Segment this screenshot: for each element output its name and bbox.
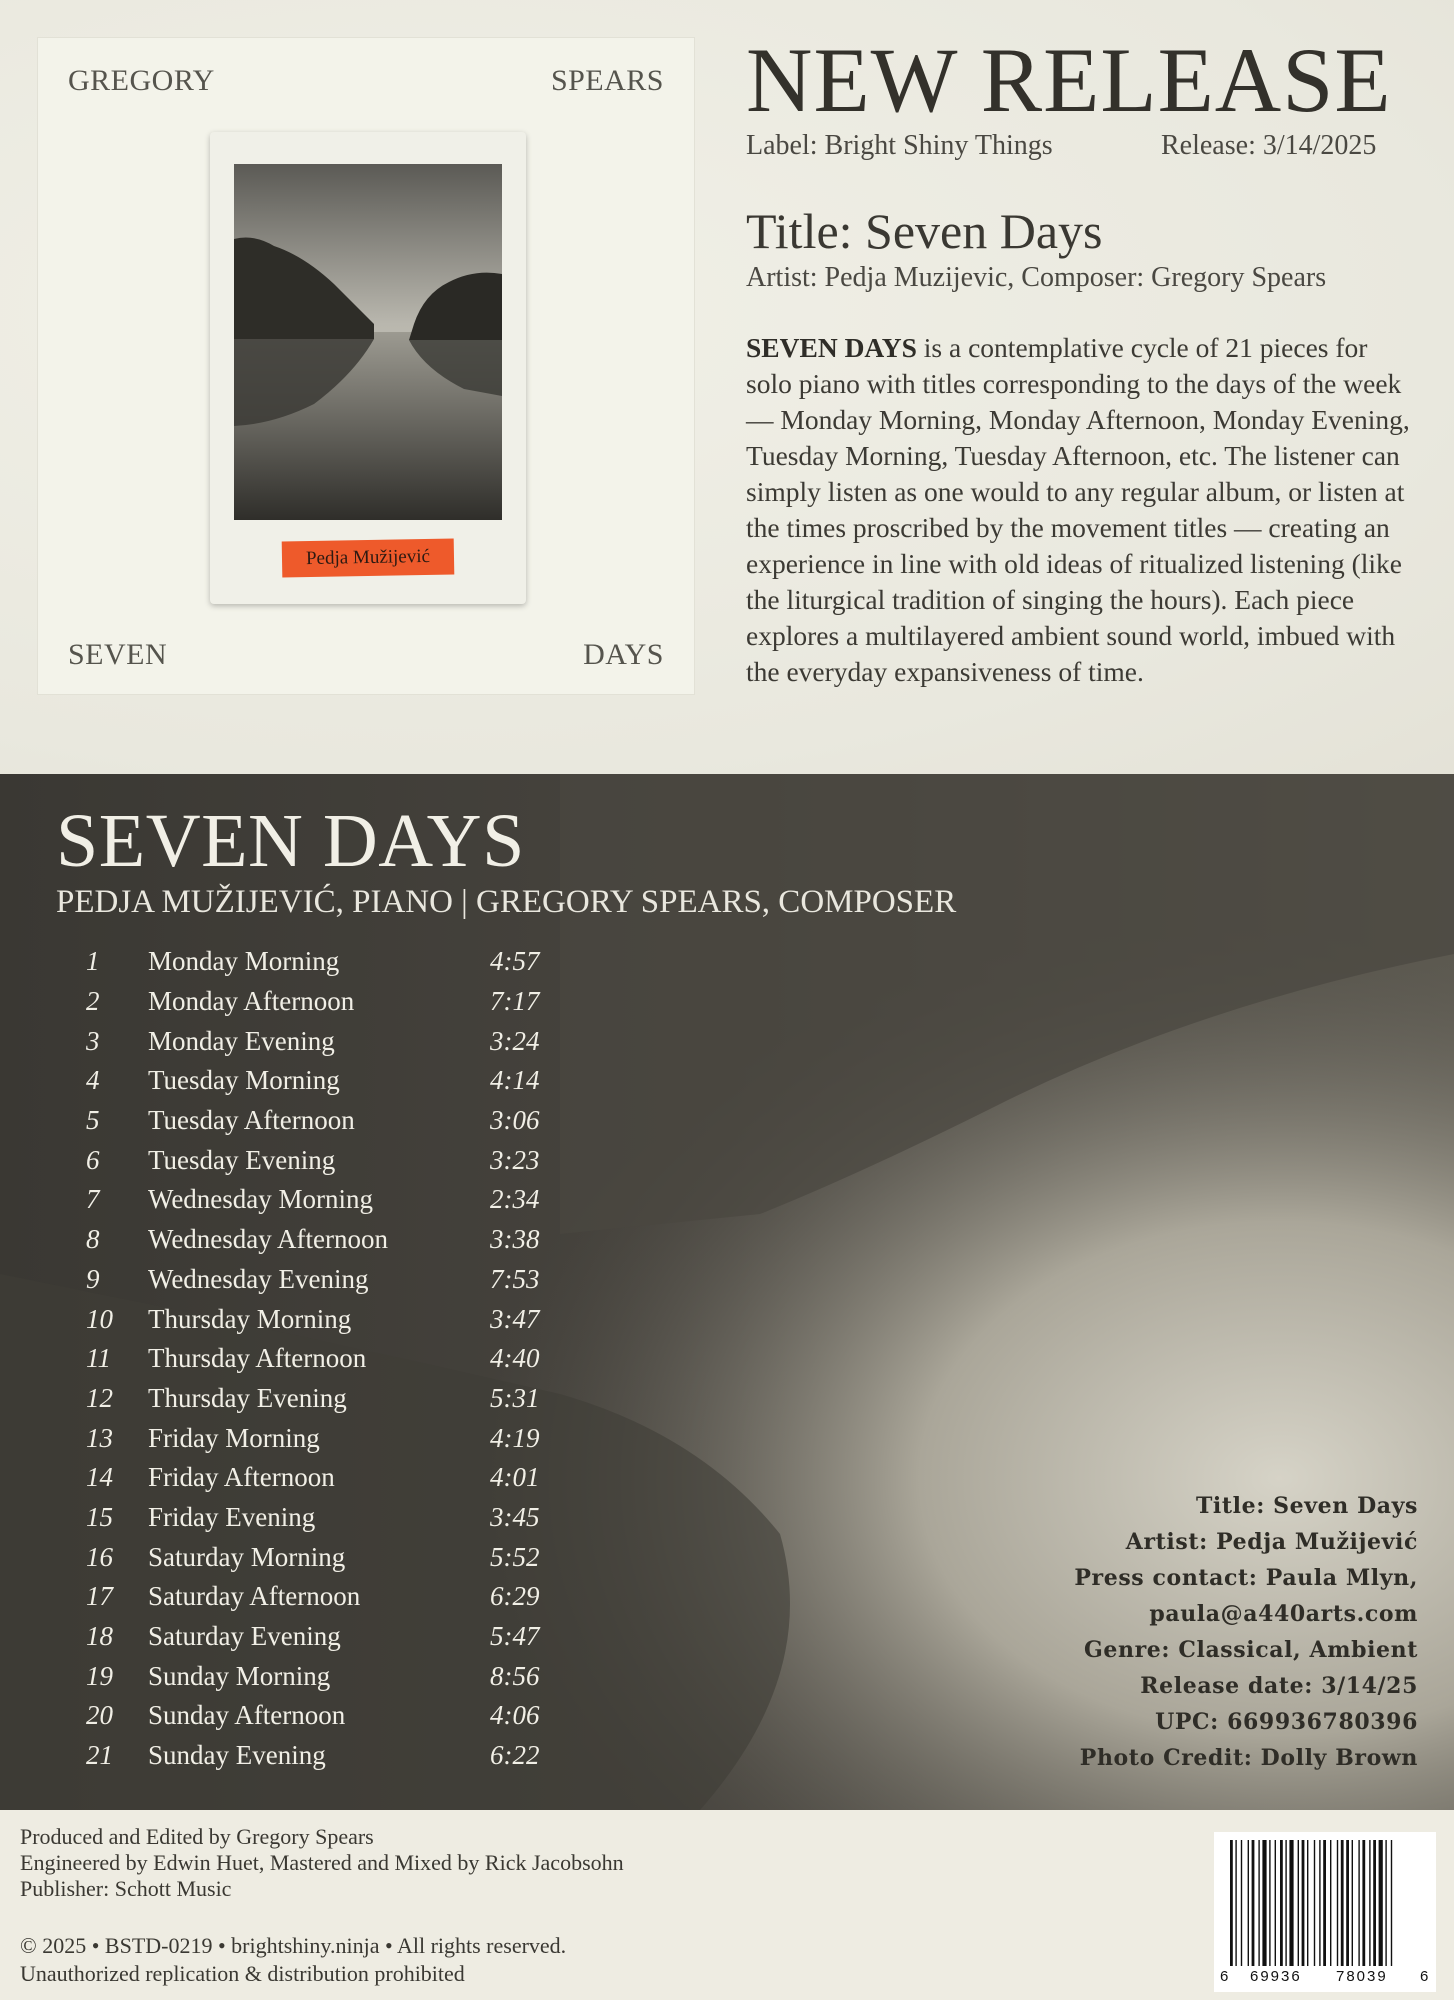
track-duration: 3:38 — [490, 1224, 540, 1255]
track-number: 11 — [86, 1343, 111, 1374]
track-row — [86, 1736, 606, 1776]
legal-notice — [20, 1932, 566, 1988]
barcode-lead-digit: 6 — [1220, 1968, 1229, 1985]
track-name: Tuesday Afternoon — [148, 1105, 355, 1136]
track-duration: 5:31 — [490, 1382, 540, 1413]
barcode-bar — [1230, 1840, 1233, 1966]
label-line: Label: Bright Shiny Things — [746, 130, 1053, 161]
release-info — [1074, 1488, 1418, 1776]
track-duration: 5:47 — [490, 1621, 540, 1652]
barcode-bar — [1385, 1840, 1386, 1966]
album-title: SEVEN DAYS — [56, 799, 525, 883]
track-number: 5 — [86, 1105, 100, 1136]
credit-publisher: Publisher: Schott Music — [20, 1876, 232, 1901]
barcode-bar — [1362, 1840, 1365, 1966]
info-press-email: paula@a440arts.com — [1149, 1601, 1418, 1627]
track-name: Monday Afternoon — [148, 986, 355, 1017]
track-number: 13 — [86, 1422, 113, 1453]
track-name: Tuesday Evening — [148, 1144, 336, 1175]
barcode-bar — [1258, 1840, 1259, 1966]
track-number: 10 — [86, 1303, 113, 1334]
track-duration: 3:23 — [490, 1144, 540, 1175]
barcode-bar — [1241, 1840, 1242, 1966]
barcode-bar — [1314, 1840, 1315, 1966]
barcode-right-digits: 78039 — [1336, 1968, 1388, 1985]
info-release-date: Release date: 3/14/25 — [1140, 1673, 1418, 1699]
track-duration: 3:24 — [490, 1025, 540, 1056]
barcode-bar — [1369, 1840, 1370, 1966]
track-name: Thursday Morning — [148, 1303, 352, 1334]
credit-producer: Produced and Edited by Gregory Spears — [20, 1824, 374, 1849]
info-title: Title: Seven Days — [1195, 1493, 1418, 1519]
track-name: Thursday Evening — [148, 1382, 347, 1413]
track-number: 16 — [86, 1541, 113, 1572]
info-genre: Genre: Classical, Ambient — [1084, 1637, 1418, 1663]
track-duration: 3:45 — [490, 1501, 540, 1532]
barcode-bar — [1235, 1840, 1236, 1966]
track-row — [86, 1418, 606, 1458]
track-row — [86, 1061, 606, 1101]
barcode-bar — [1319, 1840, 1320, 1966]
track-name: Wednesday Morning — [148, 1184, 374, 1215]
track-duration: 2:34 — [490, 1184, 540, 1215]
track-row — [86, 1537, 606, 1577]
track-number: 8 — [86, 1224, 100, 1255]
barcode-left-digits: 69936 — [1250, 1968, 1302, 1985]
track-name: Friday Afternoon — [148, 1462, 335, 1493]
barcode-bar — [1337, 1840, 1338, 1966]
barcode-bar — [1289, 1840, 1293, 1966]
track-number: 2 — [86, 986, 100, 1017]
description — [746, 330, 1416, 690]
track-name: Monday Morning — [148, 946, 340, 977]
barcode-bar — [1307, 1840, 1308, 1966]
track-number: 17 — [86, 1581, 113, 1612]
track-row — [86, 1299, 606, 1339]
tracklist-band — [0, 774, 1454, 1810]
track-duration: 4:57 — [490, 946, 540, 977]
top-section — [0, 0, 1454, 774]
track-name: Saturday Afternoon — [148, 1581, 361, 1612]
track-name: Sunday Afternoon — [148, 1700, 346, 1731]
cover-composer-first: GREGORY — [68, 64, 215, 97]
barcode-bar — [1275, 1840, 1276, 1966]
release-line: Release: 3/14/2025 — [1161, 130, 1377, 161]
barcode-bar — [1391, 1840, 1392, 1966]
track-row — [86, 1379, 606, 1419]
copyright-line: © 2025 • BSTD-0219 • brightshiny.ninja • All rights reserved. — [20, 1933, 567, 1958]
track-name: Saturday Morning — [148, 1541, 346, 1572]
description-body: is a contemplative cycle of 21 pieces for solo piano with titles corresponding to the days of the week — Monday Morning, Monday Afternoon, Monday Evening, Tuesday Morning, Tuesday Afternoon, etc. The listener can simply listen as one would to any regular album, or listen at the times proscribed by the movement titles — creating an experience in line with old ideas of ritualized listening (like the liturgical tradition of singing the hours). Each piece explores a multilayered ambient sound world, imbued with the everyday expansiveness of time. — [746, 332, 1410, 687]
barcode-bar — [1379, 1840, 1383, 1966]
description-lead: SEVEN DAYS — [746, 332, 917, 363]
track-duration: 6:29 — [490, 1581, 540, 1612]
track-row — [86, 1696, 606, 1736]
track-name: Wednesday Evening — [148, 1263, 369, 1294]
track-number: 18 — [86, 1621, 113, 1652]
barcode-bar — [1330, 1840, 1331, 1966]
track-name: Sunday Evening — [148, 1740, 326, 1771]
track-number: 20 — [86, 1700, 113, 1731]
barcode-bar — [1252, 1840, 1255, 1966]
credit-engineer: Engineered by Edwin Huet, Mastered and Mixed by Rick Jacobsohn — [20, 1850, 624, 1875]
track-row — [86, 1656, 606, 1696]
barcode-bar — [1373, 1840, 1376, 1966]
info-artist: Artist: Pedja Mužijević — [1125, 1529, 1418, 1555]
track-duration: 4:14 — [490, 1065, 540, 1096]
track-row — [86, 1101, 606, 1141]
barcode-bar — [1262, 1840, 1266, 1966]
cover-composer-last: SPEARS — [550, 64, 664, 97]
track-number: 12 — [86, 1382, 113, 1413]
cover-title-last: DAYS — [583, 638, 664, 671]
track-number: 3 — [86, 1025, 100, 1056]
info-upc: UPC: 669936780396 — [1155, 1709, 1418, 1735]
track-duration: 3:06 — [490, 1105, 540, 1136]
track-number: 15 — [86, 1501, 113, 1532]
track-row — [86, 982, 606, 1022]
barcode-bar — [1269, 1840, 1270, 1966]
tracklist — [86, 942, 606, 1775]
barcode-bar — [1358, 1840, 1359, 1966]
track-duration: 4:06 — [490, 1700, 540, 1731]
barcode-check-digit: 6 — [1420, 1968, 1429, 1985]
track-duration: 7:53 — [490, 1263, 540, 1294]
track-row — [86, 942, 606, 982]
track-row — [86, 1021, 606, 1061]
track-duration: 8:56 — [490, 1660, 540, 1691]
track-name: Monday Evening — [148, 1025, 335, 1056]
track-row — [86, 1577, 606, 1617]
track-name: Saturday Evening — [148, 1621, 341, 1652]
track-number: 9 — [86, 1263, 100, 1294]
cover-title-first: SEVEN — [68, 638, 168, 671]
release-artist: Artist: Pedja Muzijevic, Composer: Gregory Spears — [746, 262, 1327, 293]
river-landscape-image — [234, 164, 502, 520]
replication-notice: Unauthorized replication & distribution prohibited — [20, 1961, 465, 1986]
track-row — [86, 1617, 606, 1657]
track-duration: 7:17 — [490, 986, 540, 1017]
release-title: Title: Seven Days — [746, 203, 1103, 259]
track-name: Friday Morning — [148, 1422, 320, 1453]
barcode-bars — [1214, 1832, 1436, 1992]
track-duration: 4:19 — [490, 1422, 540, 1453]
track-number: 21 — [86, 1740, 113, 1771]
track-name: Sunday Morning — [148, 1660, 331, 1691]
barcode-bar — [1302, 1840, 1305, 1966]
track-duration: 4:40 — [490, 1343, 540, 1374]
barcode-bar — [1298, 1840, 1299, 1966]
track-row — [86, 1458, 606, 1498]
track-number: 4 — [86, 1065, 100, 1096]
track-name: Friday Evening — [148, 1501, 316, 1532]
barcode-bar — [1285, 1840, 1286, 1966]
barcode-bar — [1323, 1840, 1326, 1966]
barcode-bar — [1280, 1840, 1283, 1966]
info-photo-credit: Photo Credit: Dolly Brown — [1079, 1745, 1418, 1771]
production-credits — [20, 1824, 624, 1902]
track-row — [86, 1180, 606, 1220]
track-duration: 4:01 — [490, 1462, 540, 1493]
track-row — [86, 1140, 606, 1180]
barcode-bar — [1248, 1840, 1249, 1966]
barcode-bar — [1352, 1840, 1353, 1966]
track-row — [86, 1498, 606, 1538]
barcode-bar — [1341, 1840, 1344, 1966]
track-name: Thursday Afternoon — [148, 1343, 367, 1374]
track-number: 1 — [86, 946, 100, 977]
track-duration: 3:47 — [490, 1303, 540, 1334]
barcode-bar — [1346, 1840, 1349, 1966]
headline: NEW RELEASE — [746, 29, 1392, 131]
track-number: 19 — [86, 1660, 113, 1691]
track-number: 6 — [86, 1144, 100, 1175]
album-credits-line: PEDJA MUŽIJEVIĆ, PIANO | GREGORY SPEARS, COMPOSER — [56, 884, 957, 920]
polaroid-photo — [210, 132, 526, 604]
track-name: Wednesday Afternoon — [148, 1224, 389, 1255]
barcode — [1214, 1832, 1436, 1992]
artist-name-tag: Pedja Mužijević — [282, 539, 455, 578]
track-row — [86, 1339, 606, 1379]
album-cover — [38, 38, 694, 694]
track-row — [86, 1260, 606, 1300]
track-number: 14 — [86, 1462, 113, 1493]
track-duration: 5:52 — [490, 1541, 540, 1572]
track-duration: 6:22 — [490, 1740, 540, 1771]
info-press-contact: Press contact: Paula Mlyn, — [1074, 1565, 1418, 1591]
track-row — [86, 1220, 606, 1260]
footer — [0, 1810, 1454, 2000]
track-number: 7 — [86, 1184, 100, 1215]
track-name: Tuesday Morning — [148, 1065, 340, 1096]
